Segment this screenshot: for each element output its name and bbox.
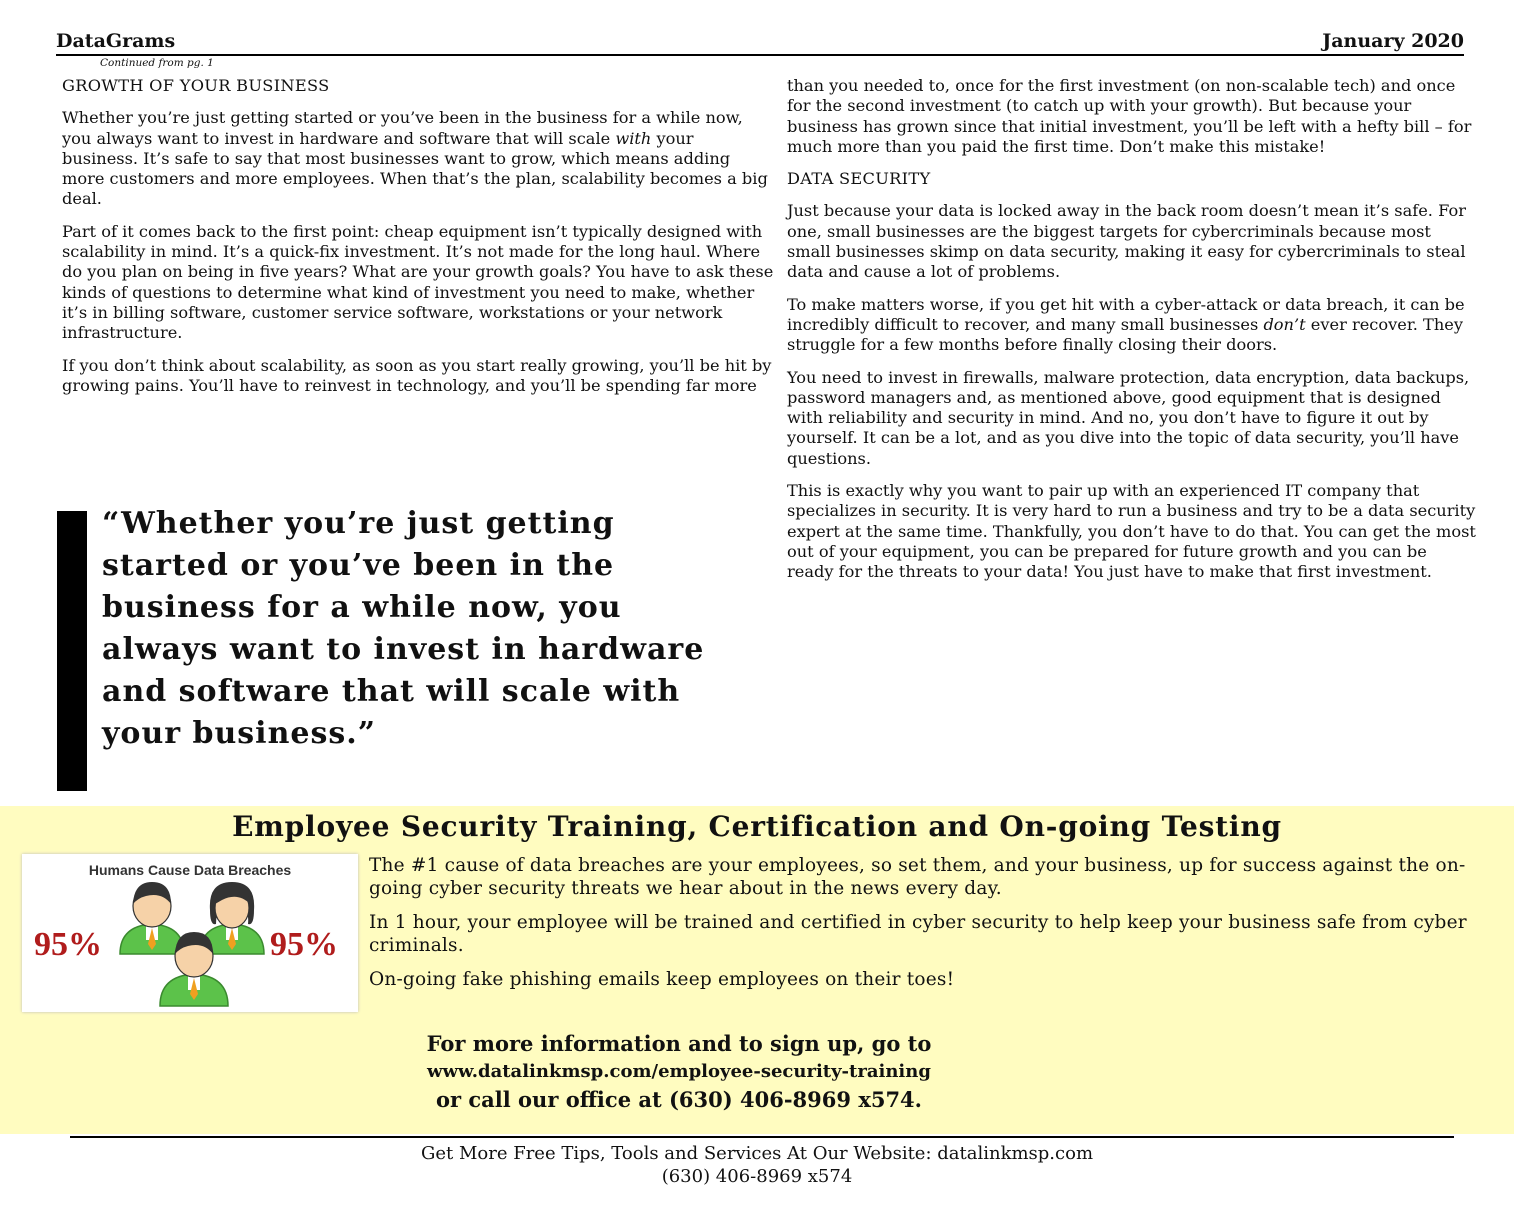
footer-divider [70,1136,1454,1138]
growth-heading: GROWTH OF YOUR BUSINESS [62,76,330,95]
illustration-caption: Humans Cause Data Breaches [88,862,292,878]
promo-paragraph-1: The #1 cause of data breaches are your employees, so set them, and your business, up for success against the on-going cyber security threats we hear about in the news every day. [369,855,1466,899]
call-to-action [369,1030,989,1114]
newsletter-name: DataGrams [56,30,176,52]
issue-date: January 2020 [1322,30,1464,52]
text-run: your business. It’s safe to say that most businesses want to grow, which means adding more customers and more employees. When that’s the plan, scalability becomes a big deal. [62,128,768,209]
text-run: Whether you’re just getting started or you’ve been in the business for a while now, you always want to invest in hardware and software that will scale [62,108,743,148]
right-column [787,76,1477,595]
growth-paragraph-3: If you don’t think about scalability, as soon as you start really growing, you’ll be hit by growing pains. You’ll have to reinvest in technology, and you’ll be spending far more [62,355,772,395]
left-column [62,76,774,408]
pull-quote: “Whether you’re just getting started or you’ve been in the business for a while now, you always want to invest in hardware and software that will scale with your business.” [102,506,705,751]
cta-line-1: For more information and to sign up, go to [426,1031,932,1056]
person-figure [120,882,184,954]
emphasis: don’t [1263,314,1306,334]
security-paragraph-4: This is exactly why you want to pair up with an experienced IT company that specializes in security. It is very hard to run a business and try to be a data security expert at the same time. Thankfully, you don’t have to do that. You can get the most out of your equipment, you can be prepared for future growth and you can be ready for the threats to your data! You just have to make that first investment. [787,481,1476,582]
page-footer [0,1142,1514,1188]
promo-paragraph-3: On-going fake phishing emails keep employees on their toes! [369,969,955,990]
promo-paragraph-2: In 1 hour, your employee will be trained and certified in cyber security to help keep your business safe from cyber criminals. [369,912,1467,956]
security-paragraph-2 [787,295,1477,356]
promo-title: Employee Security Training, Certification and On-going Testing [232,810,1282,843]
breach-illustration [22,854,358,1012]
security-paragraph-1: Just because your data is locked away in the back room doesn’t mean it’s safe. For one, small businesses are the biggest targets for cybercriminals because most small businesses skimp on data security, making it easy for cybercriminals to steal data and cause a lot of problems. [787,201,1466,282]
security-heading: DATA SECURITY [787,169,931,189]
footer-phone: (630) 406-8969 x574 [661,1166,853,1187]
footer-website-line[interactable]: Get More Free Tips, Tools and Services At Our Website: datalinkmsp.com [420,1143,1094,1164]
text-run: ever recover. They struggle for a few months before finally closing their doors. [787,314,1464,355]
continued-paragraph: than you needed to, once for the first investment (on non-scalable tech) and once for the second investment (to catch up with your growth). But because your business has grown since that initial investment, you’ll be left with a hefty bill – for much more than you paid the first time. Don’t make this mistake! [787,76,1472,156]
cta-phone: or call our office at (630) 406-8969 x574. [436,1087,922,1112]
percent-right: 95% [270,926,338,963]
emphasis: with [615,128,652,148]
percent-left: 95% [34,926,102,963]
text-run: To make matters worse, if you get hit with a cyber-attack or data breach, it can be incredibly difficult to recover, and many small businesses [787,294,1465,334]
security-paragraph-3: You need to invest in firewalls, malware protection, data encryption, data backups, password managers and, as mentioned above, good equipment that is designed with reliability and security in mind. And no, you don’t have to figure it out by yourself. It can be a lot, and as you dive into the topic of data security, you’ll have questions. [787,367,1470,468]
growth-paragraph-1 [62,108,774,209]
quote-bar [57,511,87,791]
training-link[interactable]: www.datalinkmsp.com/employee-security-training [427,1061,931,1082]
promo-text [369,855,1509,1004]
continued-note: Continued from pg. 1 [100,57,214,69]
growth-paragraph-2: Part of it comes back to the first point: cheap equipment isn’t typically designed with scalability in mind. It’s a quick-fix investment. It’s not made for the long haul. Where do you plan on being in five years? What are your growth goals? You have to ask these kinds of questions to determine what kind of investment you need to make, whether it’s in billing software, customer service software, workstations or your network infrastructure. [62,221,774,343]
page-header [56,30,1464,56]
